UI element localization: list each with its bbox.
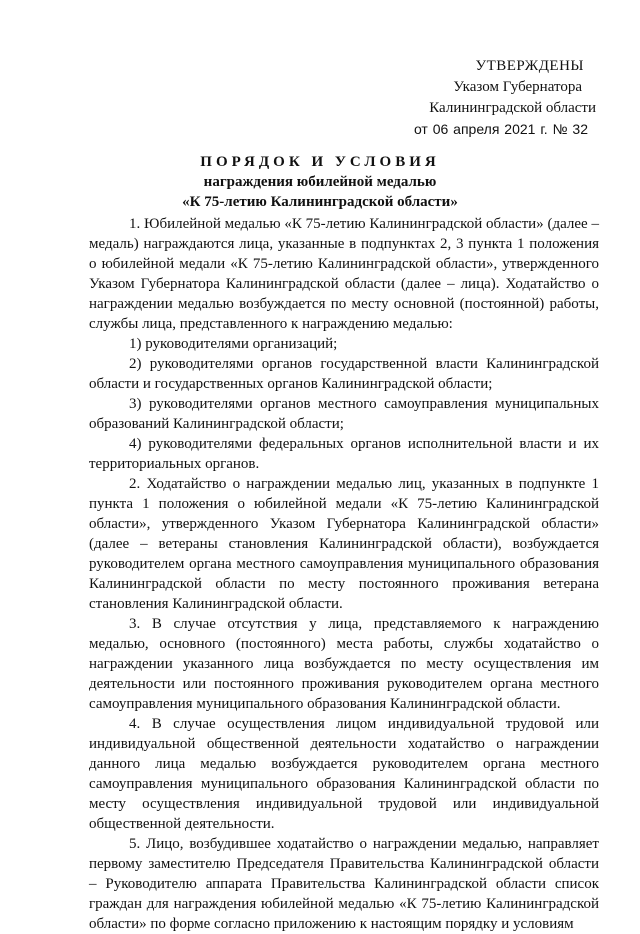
- paragraph-3: 3. В случае отсутствия у лица, представляемого к награждению медалью, основного (постоянного) места работы, службы ходатайство о награждении указанного лица возбуждается по месту осуществления им деятельности или постоянного проживания руководителем органа местного самоуправления муниципального образования Калининградской области.: [89, 616, 599, 712]
- paragraph-1: 1. Юбилейной медалью «К 75-летию Калининградской области» (далее – медаль) награждаются лица, указанные в подпунктах 2, 3 пункта 1 положения о юбилейной медали «К 75-летию Калининградской области», утвержденного Указом Губернатора Калининградской области (далее – лица). Ходатайство о награждении медалью возбуждается по месту основной (постоянной) работы, службы лица, представленного к награждению медалью:: [89, 216, 599, 332]
- approval-dateline: от 06 апреля 2021 г. № 32: [413, 121, 588, 137]
- document-heading: [0, 152, 640, 212]
- paragraph-2: 2. Ходатайство о награждении медалью лиц, указанных в подпункте 1 пункта 1 положения о юбилейной медали «К 75-летию Калининградской области», утвержденного Указом Губернатора Калининградской области» (далее – ветераны становления Калининградской области), возбуждается руководителем органа местного самоуправления муниципального образования Калининградской области по месту постоянного проживания ветерана становления Калининградской области.: [89, 476, 599, 612]
- document-subtitle-line-1: награждения юбилейной медалью: [203, 174, 437, 190]
- paragraph-4: 4. В случае осуществления лицом индивидуальной трудовой или индивидуальной общественной деятельности ходатайство о награждении данного лица медалью возбуждается руководителем органа местного самоуправления муниципального образования Калининградской области по месту осуществления индивидуальной трудовой или индивидуальной общественной деятельности.: [89, 716, 599, 832]
- document-subtitle-line-2: «К 75-летию Калининградской области»: [182, 194, 458, 210]
- list-item-2: 2) руководителями органов государственной власти Калининградской области и государственных органов Калининградской области;: [89, 356, 599, 392]
- approval-region: Калининградской области: [429, 100, 596, 116]
- list-item-1: 1) руководителями организаций;: [129, 336, 338, 352]
- list-item-3: 3) руководителями органов местного самоуправления муниципальных образований Калининградской области;: [89, 396, 599, 432]
- document-body: [89, 214, 599, 934]
- list-item-4: 4) руководителями федеральных органов исполнительной власти и их территориальных органов.: [89, 436, 599, 472]
- paragraph-5: 5. Лицо, возбудившее ходатайство о награждении медалью, направляет первому заместителю Председателя Правительства Калининградской области – Руководителю аппарата Правительства Калининградской области список граждан для награждения юбилейной медалью «К 75-летию Калининградской области» по форме согласно приложению к настоящим порядку и условиям: [89, 836, 599, 932]
- approval-heading: УТВЕРЖДЕНЫ: [475, 58, 584, 74]
- approval-decree: Указом Губернатора: [453, 79, 582, 95]
- document-title: ПОРЯДОК И УСЛОВИЯ: [200, 154, 440, 170]
- approval-stamp: [356, 56, 596, 140]
